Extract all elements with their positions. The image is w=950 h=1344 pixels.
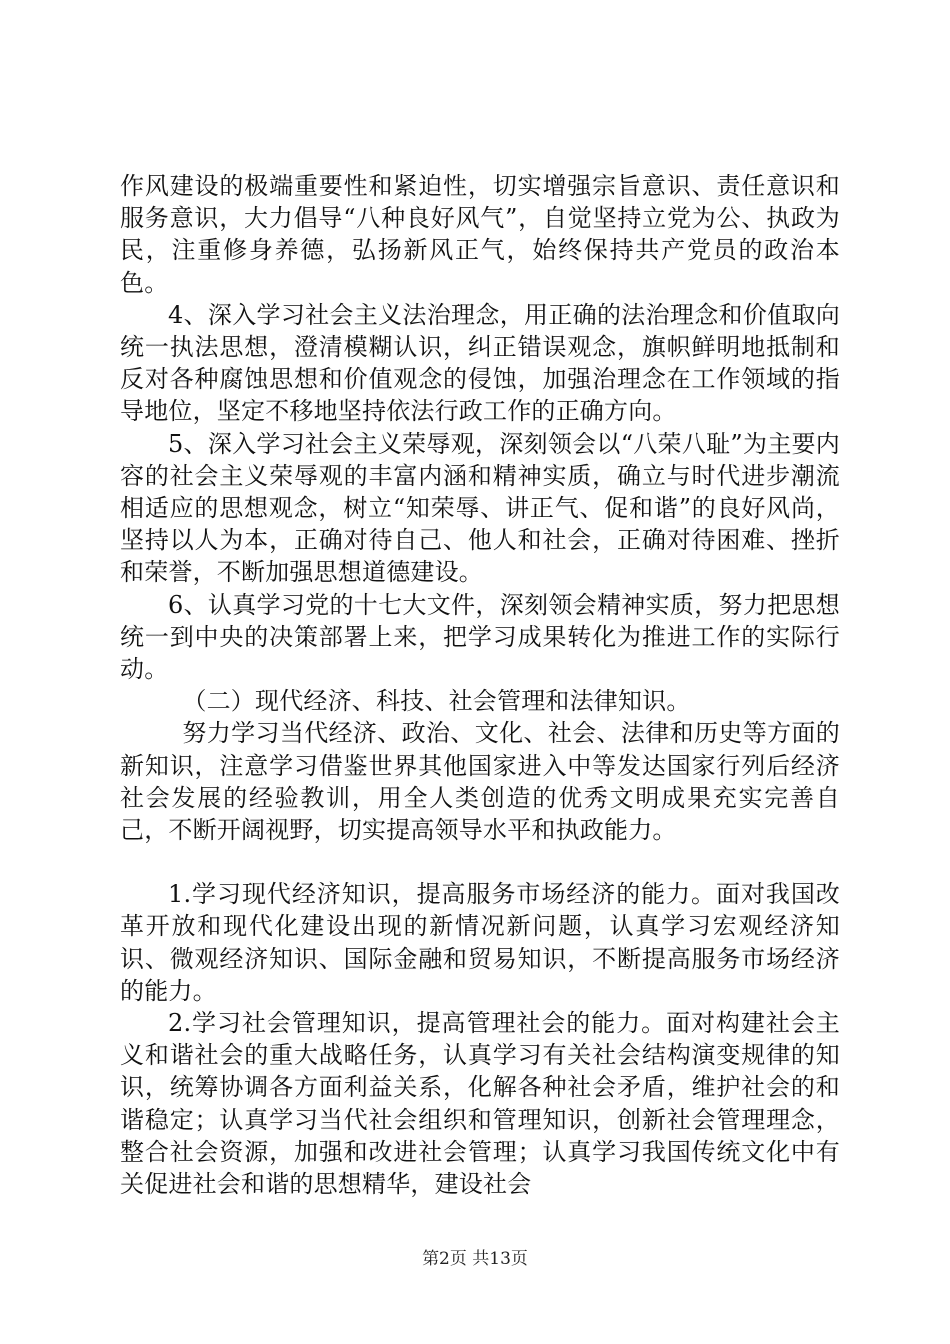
paragraph-item-5: 5、深入学习社会主义荣辱观，深刻领会以“八荣八耻”为主要内容的社会主义荣辱观的丰富内涵和精神实质，确立与时代进步潮流相适应的思想观念，树立“知荣辱、讲正气、促和谐”的良好风尚，坚持以人为本，正确对待自己、他人和社会，正确对待困难、挫折和荣誉，不断加强思想道德建设。 [120, 429, 840, 587]
paragraph-subitem-1: 1.学习现代经济知识，提高服务市场经济的能力。面对我国改革开放和现代化建设出现的新情况新问题，认真学习宏观经济知识、微观经济知识、国际金融和贸易知识，不断提高服务市场经济的能力。 [120, 880, 840, 1005]
paragraph-gap [120, 846, 840, 878]
document-body [120, 170, 840, 1200]
section-heading-2: （二）现代经济、科技、社会管理和法律知识。 [182, 687, 691, 716]
paragraph-section-intro: 努力学习当代经济、政治、文化、社会、法律和历史等方面的新知识，注意学习借鉴世界其他国家进入中等发达国家行列后经济社会发展的经验教训，用全人类创造的优秀文明成果充实完善自己，不断开阔视野，切实提高领导水平和执政能力。 [120, 719, 840, 845]
page-number-footer: 第2页 共13页 [422, 1249, 528, 1269]
paragraph-item-6: 6、认真学习党的十七大文件，深刻领会精神实质，努力把思想统一到中央的决策部署上来，把学习成果转化为推进工作的实际行动。 [120, 590, 840, 684]
paragraph-subitem-2: 2.学习社会管理知识，提高管理社会的能力。面对构建社会主义和谐社会的重大战略任务，认真学习有关社会结构演变规律的知识，统筹协调各方面利益关系，化解各种社会矛盾，维护社会的和谐稳定；认真学习当代社会组织和管理知识，创新社会管理理念，整合社会资源，加强和改进社会管理；认真学习我国传统文化中有关促进社会和谐的思想精华，建设社会 [120, 1009, 840, 1199]
paragraph-continuation: 作风建设的极端重要性和紧迫性，切实增强宗旨意识、责任意识和服务意识，大力倡导“八种良好风气”，自觉坚持立党为公、执政为民，注重修身养德，弘扬新风正气，始终保持共产党员的政治本色。 [120, 172, 840, 297]
paragraph-item-4: 4、深入学习社会主义法治理念，用正确的法治理念和价值取向统一执法思想，澄清模糊认识，纠正错误观念，旗帜鲜明地抵制和反对各种腐蚀思想和价值观念的侵蚀，加强治理念在工作领域的指导地位，坚定不移地坚持依法行政工作的正确方向。 [120, 300, 840, 426]
